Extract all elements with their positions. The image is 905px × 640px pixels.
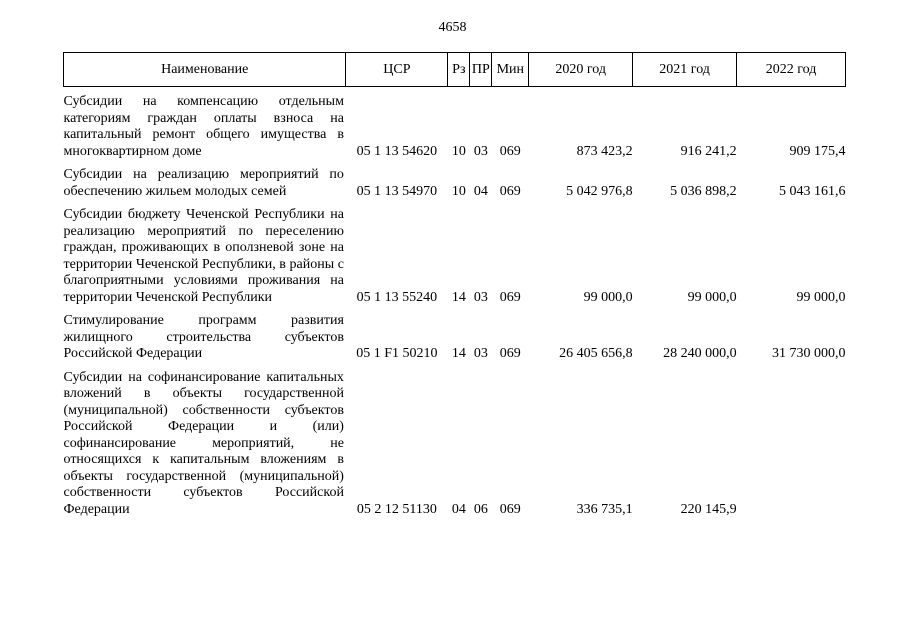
table-row — [64, 167, 846, 200]
row-2020: 336 735,1 — [576, 501, 633, 517]
row-2022: 5 043 161,6 — [779, 183, 846, 199]
row-name: Субсидии на компенсацию отдельным категориям граждан оплаты взноса на капитальный ремонт общего имущества в многоквартирном доме — [63, 94, 344, 159]
row-2022 — [737, 370, 846, 519]
row-rz: 14 — [451, 346, 466, 361]
row-csr: 05 2 12 51130 — [356, 501, 437, 517]
table-row — [64, 370, 846, 519]
page-number: 4658 — [438, 20, 467, 35]
header-2021: 2021 год — [633, 53, 737, 87]
header-name: Наименование — [64, 53, 346, 87]
row-2020: 5 042 976,8 — [566, 183, 633, 199]
header-2020: 2020 год — [529, 53, 633, 87]
row-2021: 5 036 898,2 — [670, 183, 737, 199]
table-header-row — [64, 53, 846, 87]
row-pr: 04 — [473, 183, 488, 199]
table-row — [64, 207, 846, 306]
row-csr: 05 1 13 54970 — [356, 183, 438, 199]
header-csr: ЦСР — [346, 53, 448, 87]
row-2022: 31 730 000,0 — [772, 346, 846, 361]
row-2020: 99 000,0 — [583, 289, 633, 305]
row-2021: 220 145,9 — [680, 501, 737, 517]
row-name: Субсидии бюджету Чеченской Республики на реализацию мероприятий по переселению граждан, проживающих в оползневой зоне на территории Чеченской Республики, в районы с благоприятными условиями проживания на территории Чеченской Республики — [63, 207, 344, 305]
row-csr: 05 1 13 54620 — [356, 143, 438, 159]
row-2020: 26 405 656,8 — [559, 346, 633, 361]
row-pr: 03 — [473, 346, 488, 361]
table-row — [64, 94, 846, 160]
row-name: Стимулирование программ развития жилищного строительства субъектов Российской Федерации — [63, 313, 344, 361]
row-name: Субсидии на реализацию мероприятий по обеспечению жильем молодых семей — [63, 167, 344, 199]
row-rz: 10 — [451, 143, 466, 159]
header-min: Мин — [492, 53, 529, 87]
row-min: 069 — [499, 143, 521, 159]
row-csr: 05 1 13 55240 — [356, 289, 438, 305]
row-2021: 99 000,0 — [687, 289, 737, 305]
row-2021: 916 241,2 — [680, 143, 737, 159]
table-row — [64, 313, 846, 363]
row-min: 069 — [499, 183, 521, 199]
header-pr: ПР — [470, 53, 492, 87]
row-2022: 99 000,0 — [796, 289, 846, 305]
row-2020: 873 423,2 — [576, 143, 633, 159]
row-csr: 05 1 F1 50210 — [356, 346, 438, 361]
row-pr: 06 — [473, 501, 488, 517]
row-2022: 909 175,4 — [789, 143, 846, 159]
row-2021: 28 240 000,0 — [663, 346, 737, 361]
row-min: 069 — [499, 501, 521, 517]
budget-table — [63, 52, 846, 518]
row-min: 069 — [499, 289, 521, 305]
row-pr: 03 — [473, 289, 488, 305]
row-rz: 10 — [451, 183, 466, 199]
row-name: Субсидии на софинансирование капитальных вложений в объекты государственной (муниципальной) собственности субъектов Российской Федерации и (или) софинансирование мероприятий, не относящихся к капитальным вложениям в объекты государственной (муниципальной) собственности субъектов Российской Федерации — [63, 369, 344, 517]
row-rz: 04 — [451, 501, 466, 517]
row-rz: 14 — [451, 289, 466, 305]
row-min: 069 — [499, 346, 521, 361]
header-rz: Рз — [448, 53, 470, 87]
row-pr: 03 — [473, 143, 488, 159]
header-2022: 2022 год — [737, 53, 846, 87]
